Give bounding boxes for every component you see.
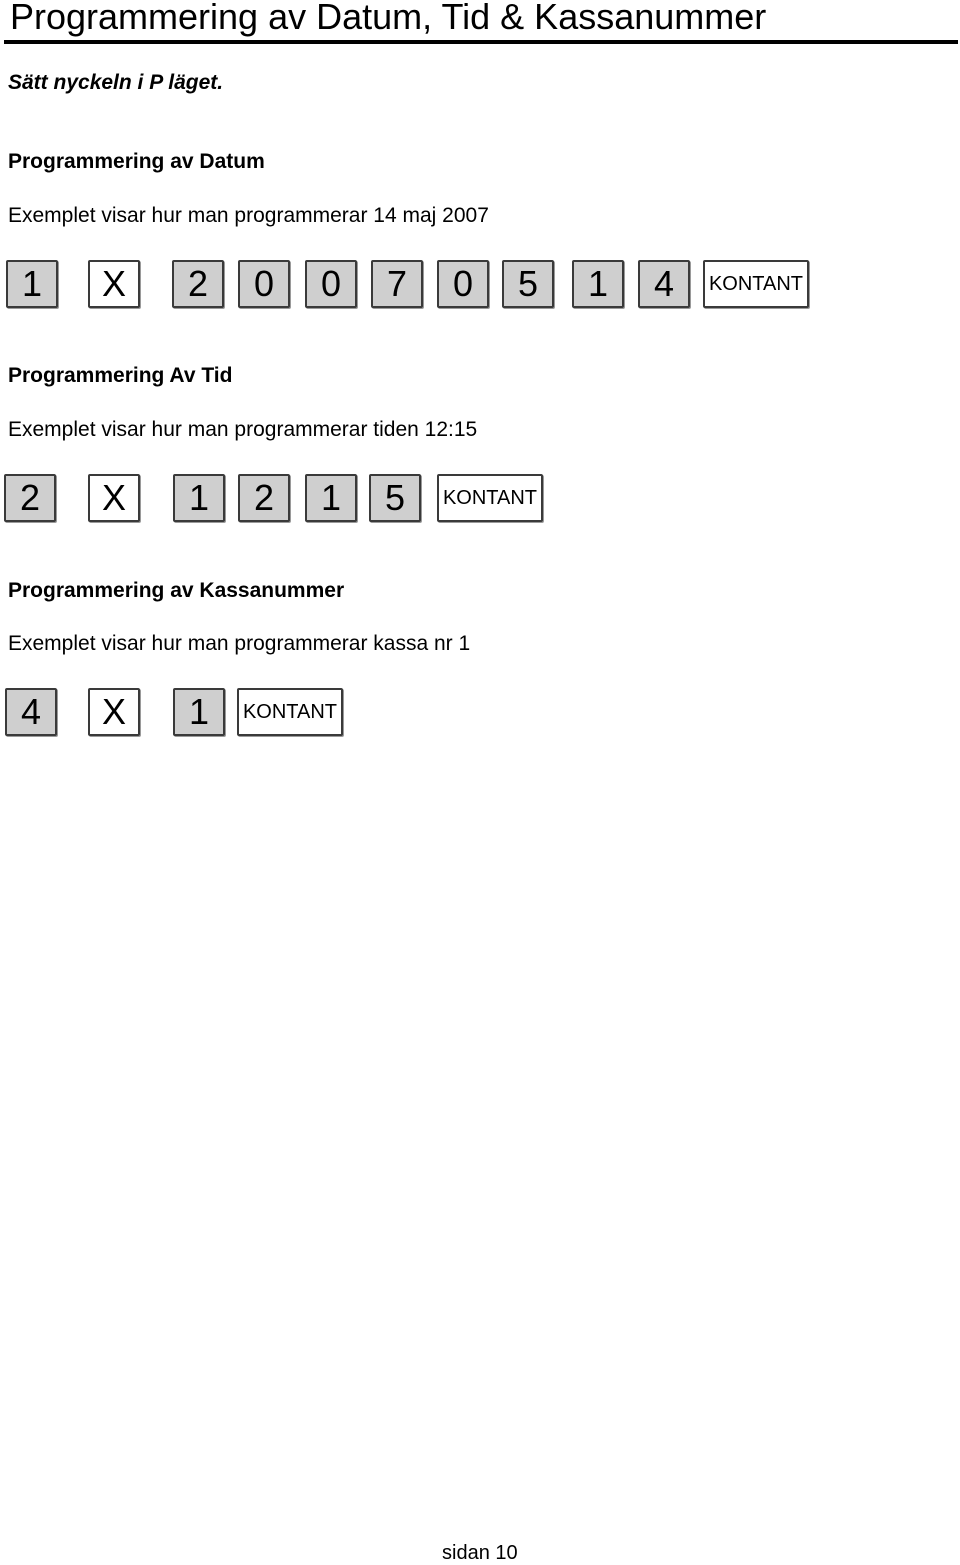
section-heading-tid: Programmering Av Tid [8, 364, 233, 387]
page-number: sidan 10 [442, 1542, 518, 1564]
key-5[interactable]: 5 [502, 260, 554, 308]
key-1[interactable]: 1 [173, 474, 225, 522]
key-0[interactable]: 0 [437, 260, 489, 308]
section-desc-tid: Exemplet visar hur man programmerar tiden 12:15 [8, 418, 478, 441]
section-heading-datum: Programmering av Datum [8, 150, 265, 173]
key-7[interactable]: 7 [371, 260, 423, 308]
key-kontant[interactable]: KONTANT [237, 688, 343, 736]
key-1[interactable]: 1 [572, 260, 624, 308]
key-5[interactable]: 5 [369, 474, 421, 522]
key-1[interactable]: 1 [6, 260, 58, 308]
key-2[interactable]: 2 [172, 260, 224, 308]
key-sequence-datum [0, 260, 960, 312]
key-1[interactable]: 1 [173, 688, 225, 736]
title-rule [4, 40, 958, 44]
section-desc-kassanummer: Exemplet visar hur man programmerar kassa nr 1 [8, 632, 471, 655]
key-multiply[interactable]: X [88, 474, 140, 522]
key-kontant[interactable]: KONTANT [437, 474, 543, 522]
key-4[interactable]: 4 [638, 260, 690, 308]
key-4[interactable]: 4 [5, 688, 57, 736]
section-heading-kassanummer: Programmering av Kassanummer [8, 579, 345, 602]
section-desc-datum: Exemplet visar hur man programmerar 14 maj 2007 [8, 204, 489, 227]
key-sequence-kassanummer [0, 688, 960, 740]
key-position-instruction: Sätt nyckeln i P läget. [8, 71, 224, 94]
page-title: Programmering av Datum, Tid & Kassanummer [10, 0, 767, 37]
key-sequence-tid [0, 474, 960, 526]
key-2[interactable]: 2 [238, 474, 290, 522]
key-multiply[interactable]: X [88, 260, 140, 308]
key-2[interactable]: 2 [4, 474, 56, 522]
key-0[interactable]: 0 [238, 260, 290, 308]
key-1[interactable]: 1 [305, 474, 357, 522]
key-0[interactable]: 0 [305, 260, 357, 308]
key-kontant[interactable]: KONTANT [703, 260, 809, 308]
key-multiply[interactable]: X [88, 688, 140, 736]
